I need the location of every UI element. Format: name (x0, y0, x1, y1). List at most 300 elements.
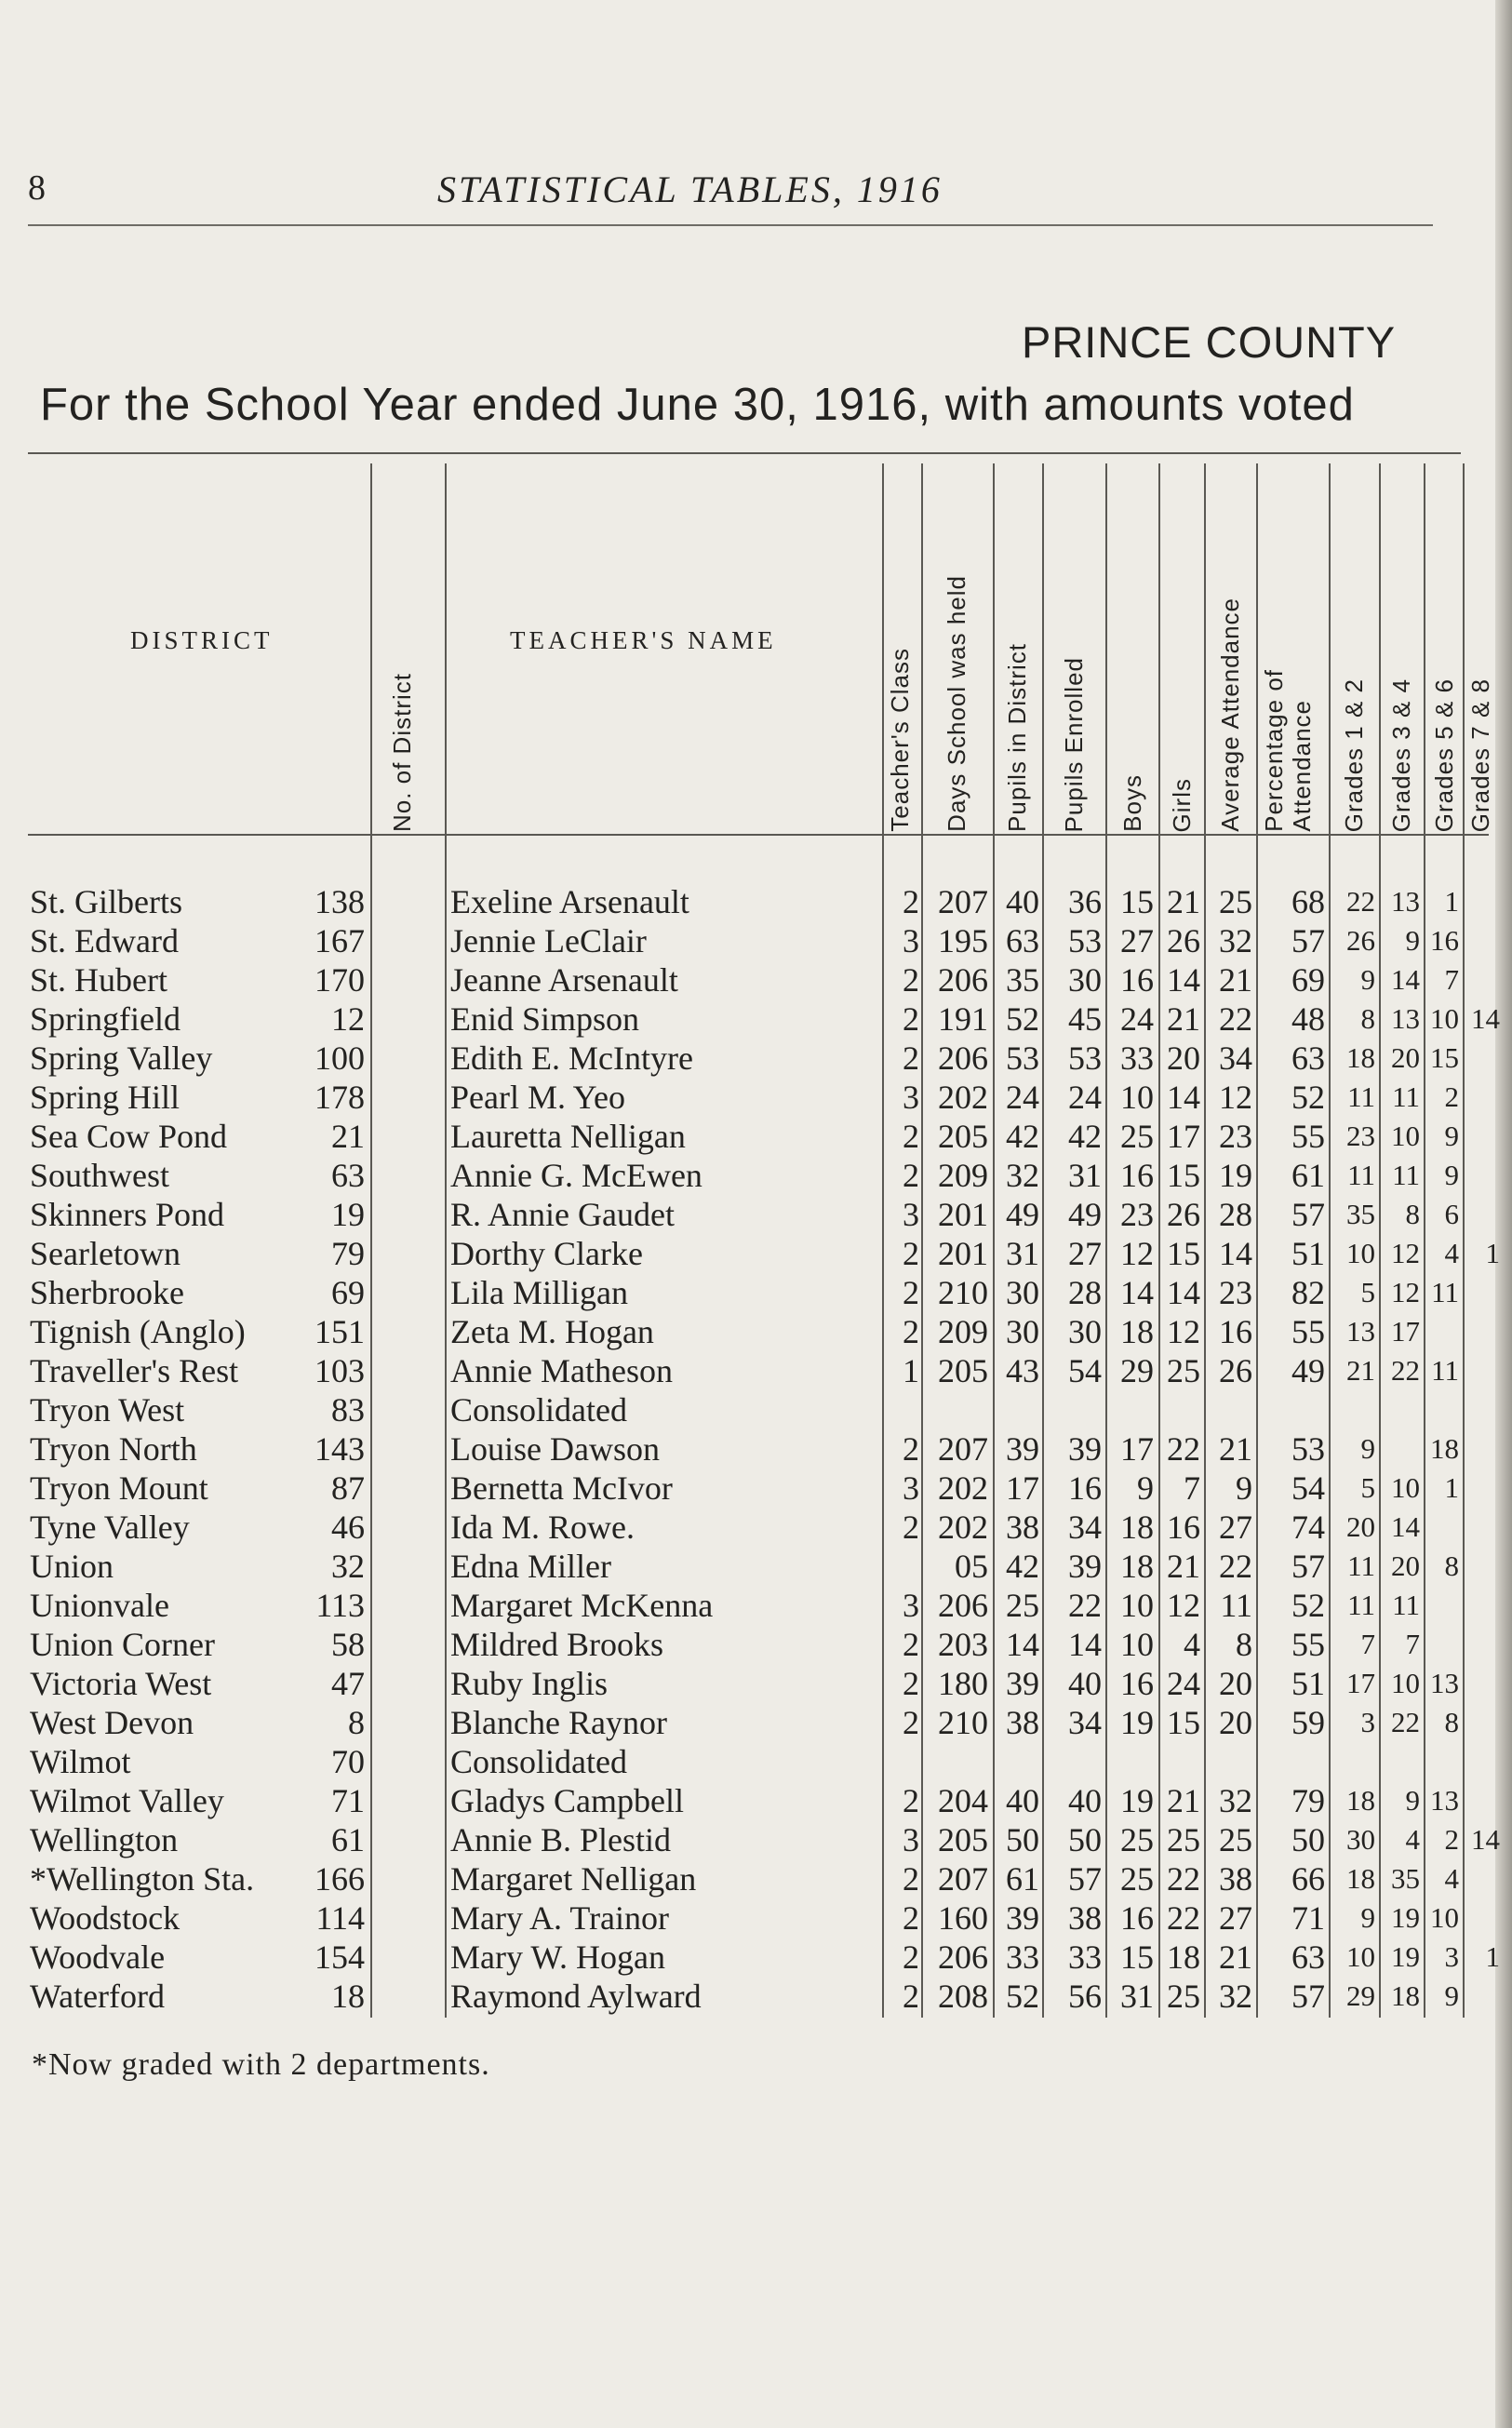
grades-5-6-cell: 1 (1444, 885, 1459, 918)
header-grades-1-2: Grades 1 & 2 (1340, 677, 1368, 832)
teacher-class-cell: 2 (903, 1509, 919, 1546)
days-held-cell: 206 (938, 1040, 988, 1077)
teacher-class-cell: 3 (903, 1469, 919, 1507)
average-attendance-cell: 22 (1219, 1000, 1252, 1038)
percentage-attendance-cell: 57 (1291, 1978, 1325, 2015)
table-row (0, 960, 1489, 999)
girls-cell: 26 (1167, 922, 1200, 959)
header-teachers-class: Teacher's Class (886, 648, 914, 832)
grades-1-2-cell: 9 (1360, 963, 1375, 996)
footnote: *Now graded with 2 departments. (32, 2047, 490, 2082)
teacher-name-cell: Zeta M. Hogan (450, 1313, 654, 1350)
girls-cell: 22 (1167, 1430, 1200, 1468)
table-row (0, 1742, 1489, 1781)
days-held-cell: 203 (938, 1626, 988, 1663)
table-row (0, 1078, 1489, 1117)
teacher-name-cell: Margaret Nelligan (450, 1860, 697, 1898)
county-title: PRINCE COUNTY (1022, 317, 1397, 367)
pupils-enrolled-cell: 56 (1068, 1978, 1102, 2015)
teacher-class-cell: 2 (903, 1430, 919, 1468)
header-bottom-rule (28, 834, 1489, 836)
grades-3-4-cell: 11 (1392, 1159, 1420, 1191)
teacher-name-cell: Raymond Aylward (450, 1978, 702, 2015)
days-held-cell: 206 (938, 1938, 988, 1976)
girls-cell: 15 (1167, 1235, 1200, 1272)
percentage-attendance-cell: 71 (1291, 1899, 1325, 1937)
district-number-cell: 61 (331, 1821, 365, 1858)
pupils-enrolled-cell: 42 (1068, 1118, 1102, 1155)
boys-cell: 23 (1120, 1196, 1154, 1233)
percentage-attendance-cell: 82 (1291, 1274, 1325, 1311)
girls-cell: 25 (1167, 1978, 1200, 2015)
district-number-cell: 154 (314, 1938, 365, 1976)
days-held-cell: 208 (938, 1978, 988, 2015)
header-no-of-district: No. of District (388, 672, 416, 832)
girls-cell: 12 (1167, 1313, 1200, 1350)
grades-1-2-cell: 9 (1360, 1901, 1375, 1934)
percentage-attendance-cell: 57 (1291, 1196, 1325, 1233)
grades-3-4-cell: 13 (1391, 885, 1420, 918)
table-row (0, 882, 1489, 921)
girls-cell: 21 (1167, 1548, 1200, 1585)
percentage-attendance-cell: 55 (1291, 1313, 1325, 1350)
days-held-cell: 210 (938, 1274, 988, 1311)
district-cell: Spring Hill (30, 1079, 181, 1116)
table-row (0, 1273, 1489, 1312)
grades-5-6-cell: 6 (1444, 1198, 1459, 1230)
teacher-name-cell: Bernetta McIvor (450, 1469, 673, 1507)
grades-1-2-cell: 26 (1346, 924, 1375, 957)
grades-1-2-cell: 23 (1346, 1120, 1375, 1152)
table-row (0, 1898, 1489, 1938)
grades-7-8-cell: 1 (1485, 1940, 1500, 1973)
pupils-in-district-cell: 39 (1006, 1899, 1039, 1937)
district-cell: Woodvale (30, 1938, 166, 1976)
pupils-in-district-cell: 63 (1006, 922, 1039, 959)
teacher-name-cell: Annie B. Plestid (450, 1821, 672, 1858)
pupils-in-district-cell: 30 (1006, 1274, 1039, 1311)
percentage-attendance-cell: 63 (1291, 1040, 1325, 1077)
teacher-class-cell: 2 (903, 883, 919, 920)
pupils-enrolled-cell: 34 (1068, 1509, 1102, 1546)
district-cell: Springfield (30, 1000, 181, 1038)
teacher-class-cell: 2 (903, 1978, 919, 2015)
grades-1-2-cell: 10 (1346, 1237, 1375, 1269)
grades-7-8-cell: 14 (1471, 1002, 1500, 1035)
percentage-attendance-cell: 55 (1291, 1626, 1325, 1663)
teacher-class-cell: 3 (903, 1079, 919, 1116)
teacher-class-cell: 2 (903, 1235, 919, 1272)
teacher-class-cell: 3 (903, 1196, 919, 1233)
pupils-enrolled-cell: 24 (1068, 1079, 1102, 1116)
percentage-attendance-cell: 49 (1291, 1352, 1325, 1389)
pupils-in-district-cell: 17 (1006, 1469, 1039, 1507)
grades-3-4-cell: 10 (1391, 1667, 1420, 1699)
pupils-enrolled-cell: 39 (1068, 1430, 1102, 1468)
girls-cell: 25 (1167, 1821, 1200, 1858)
grades-5-6-cell: 9 (1444, 1979, 1459, 2012)
girls-cell: 21 (1167, 883, 1200, 920)
pupils-in-district-cell: 38 (1006, 1509, 1039, 1546)
teacher-class-cell: 2 (903, 1782, 919, 1819)
pupils-enrolled-cell: 34 (1068, 1704, 1102, 1741)
pupils-enrolled-cell: 16 (1068, 1469, 1102, 1507)
pupils-in-district-cell: 24 (1006, 1079, 1039, 1116)
average-attendance-cell: 23 (1219, 1118, 1252, 1155)
boys-cell: 33 (1120, 1040, 1154, 1077)
header-percentage-line-2: Attendance (1288, 700, 1316, 832)
grades-7-8-cell: 14 (1471, 1823, 1500, 1856)
pupils-in-district-cell: 33 (1006, 1938, 1039, 1976)
boys-cell: 12 (1120, 1235, 1154, 1272)
district-number-cell: 170 (314, 961, 365, 999)
pupils-enrolled-cell: 57 (1068, 1860, 1102, 1898)
girls-cell: 24 (1167, 1665, 1200, 1702)
girls-cell: 25 (1167, 1352, 1200, 1389)
district-cell: Sherbrooke (30, 1274, 184, 1311)
grades-5-6-cell: 8 (1444, 1706, 1459, 1738)
table-row (0, 1977, 1489, 2016)
teacher-name-cell: Gladys Campbell (450, 1782, 684, 1819)
district-cell: Tyne Valley (30, 1509, 190, 1546)
grades-5-6-cell: 1 (1444, 1471, 1459, 1504)
pupils-enrolled-cell: 50 (1068, 1821, 1102, 1858)
district-number-cell: 178 (314, 1079, 365, 1116)
teacher-name-cell: Dorthy Clarke (450, 1235, 643, 1272)
grades-5-6-cell: 7 (1444, 963, 1459, 996)
pupils-in-district-cell: 39 (1006, 1430, 1039, 1468)
pupils-enrolled-cell: 40 (1068, 1665, 1102, 1702)
table-row (0, 1938, 1500, 1977)
days-held-cell: 201 (938, 1235, 988, 1272)
district-cell: Spring Valley (30, 1040, 213, 1077)
days-held-cell: 207 (938, 1860, 988, 1898)
grades-5-6-cell: 11 (1431, 1354, 1459, 1387)
pupils-enrolled-cell: 40 (1068, 1782, 1102, 1819)
average-attendance-cell: 32 (1219, 1782, 1252, 1819)
table-row (0, 1195, 1489, 1234)
grades-3-4-cell: 10 (1391, 1120, 1420, 1152)
boys-cell: 18 (1120, 1548, 1154, 1585)
header-rule (28, 224, 1433, 226)
grades-1-2-cell: 17 (1346, 1667, 1375, 1699)
days-held-cell: 210 (938, 1704, 988, 1741)
teacher-class-cell: 2 (903, 961, 919, 999)
girls-cell: 15 (1167, 1704, 1200, 1741)
district-number-cell: 58 (331, 1626, 365, 1663)
header-percentage-line-1: Percentage of (1260, 669, 1288, 832)
district-number-cell: 100 (314, 1040, 365, 1077)
average-attendance-cell: 21 (1219, 1938, 1252, 1976)
table-row (0, 1390, 1489, 1429)
grades-5-6-cell: 9 (1444, 1159, 1459, 1191)
days-held-cell: 180 (938, 1665, 988, 1702)
grades-1-2-cell: 13 (1346, 1315, 1375, 1348)
grades-1-2-cell: 10 (1346, 1940, 1375, 1973)
percentage-attendance-cell: 63 (1291, 1938, 1325, 1976)
district-cell: Traveller's Rest (30, 1352, 239, 1389)
boys-cell: 25 (1120, 1860, 1154, 1898)
days-held-cell: 202 (938, 1469, 988, 1507)
header-pupils-in-district: Pupils in District (1003, 643, 1031, 832)
header-days-held: Days School was held (943, 575, 970, 832)
pupils-enrolled-cell: 53 (1068, 1040, 1102, 1077)
pupils-in-district-cell: 49 (1006, 1196, 1039, 1233)
boys-cell: 18 (1120, 1509, 1154, 1546)
pupils-enrolled-cell: 49 (1068, 1196, 1102, 1233)
boys-cell: 15 (1120, 1938, 1154, 1976)
district-cell: Searletown (30, 1235, 181, 1272)
grades-1-2-cell: 20 (1346, 1510, 1375, 1543)
pupils-in-district-cell: 38 (1006, 1704, 1039, 1741)
grades-5-6-cell: 4 (1444, 1237, 1459, 1269)
district-number-cell: 46 (331, 1509, 365, 1546)
boys-cell: 9 (1137, 1469, 1154, 1507)
table-row (0, 1859, 1489, 1898)
girls-cell: 16 (1167, 1509, 1200, 1546)
teacher-class-cell: 2 (903, 1899, 919, 1937)
teacher-name-cell: Enid Simpson (450, 1000, 640, 1038)
pupils-enrolled-cell: 45 (1068, 1000, 1102, 1038)
pupils-in-district-cell: 52 (1006, 1978, 1039, 2015)
grades-5-6-cell: 15 (1430, 1041, 1459, 1074)
grades-3-4-cell: 9 (1405, 924, 1420, 957)
grades-1-2-cell: 11 (1347, 1159, 1375, 1191)
district-cell: *Wellington Sta. (30, 1860, 255, 1898)
average-attendance-cell: 34 (1219, 1040, 1252, 1077)
girls-cell: 22 (1167, 1899, 1200, 1937)
table-row (0, 921, 1489, 960)
pupils-enrolled-cell: 27 (1068, 1235, 1102, 1272)
boys-cell: 24 (1120, 1000, 1154, 1038)
teacher-name-cell: Margaret McKenna (450, 1587, 714, 1624)
table-row (0, 1429, 1489, 1469)
district-number-cell: 8 (348, 1704, 365, 1741)
grades-5-6-cell: 18 (1430, 1432, 1459, 1465)
district-cell: Sea Cow Pond (30, 1118, 228, 1155)
teacher-class-cell: 3 (903, 1821, 919, 1858)
grades-1-2-cell: 5 (1360, 1471, 1375, 1504)
teacher-class-cell: 2 (903, 1860, 919, 1898)
teacher-name-cell: Consolidated (450, 1743, 627, 1780)
teacher-name-cell: Ruby Inglis (450, 1665, 609, 1702)
boys-cell: 16 (1120, 1899, 1154, 1937)
girls-cell: 7 (1184, 1469, 1200, 1507)
teacher-name-cell: Lila Milligan (450, 1274, 628, 1311)
grades-1-2-cell: 3 (1360, 1706, 1375, 1738)
grades-1-2-cell: 8 (1360, 1002, 1375, 1035)
percentage-attendance-cell: 57 (1291, 922, 1325, 959)
table-row (0, 1312, 1489, 1351)
teacher-name-cell: R. Annie Gaudet (450, 1196, 675, 1233)
days-held-cell: 205 (938, 1352, 988, 1389)
teacher-class-cell: 2 (903, 1704, 919, 1741)
district-cell: Waterford (30, 1978, 166, 2015)
grades-1-2-cell: 30 (1346, 1823, 1375, 1856)
table-row (0, 1586, 1489, 1625)
table-row (0, 1781, 1489, 1820)
teacher-name-cell: Mary W. Hogan (450, 1938, 665, 1976)
grades-3-4-cell: 14 (1391, 1510, 1420, 1543)
average-attendance-cell: 11 (1220, 1587, 1252, 1624)
grades-3-4-cell: 19 (1391, 1901, 1420, 1934)
district-cell: Victoria West (30, 1665, 212, 1702)
teacher-class-cell: 2 (903, 1157, 919, 1194)
district-number-cell: 71 (331, 1782, 365, 1819)
teacher-name-cell: Edith E. McIntyre (450, 1040, 693, 1077)
days-held-cell: 05 (955, 1548, 988, 1585)
days-held-cell: 205 (938, 1118, 988, 1155)
boys-cell: 25 (1120, 1821, 1154, 1858)
girls-cell: 14 (1167, 961, 1200, 999)
girls-cell: 4 (1184, 1626, 1200, 1663)
grades-3-4-cell: 22 (1391, 1354, 1420, 1387)
grades-1-2-cell: 11 (1347, 1589, 1375, 1621)
teacher-name-cell: Jennie LeClair (450, 922, 647, 959)
boys-cell: 17 (1120, 1430, 1154, 1468)
table-row (0, 1351, 1489, 1390)
average-attendance-cell: 14 (1219, 1235, 1252, 1272)
teacher-class-cell: 2 (903, 1313, 919, 1350)
pupils-in-district-cell: 35 (1006, 961, 1039, 999)
grades-3-4-cell: 10 (1391, 1471, 1420, 1504)
teacher-class-cell: 2 (903, 1274, 919, 1311)
average-attendance-cell: 32 (1219, 922, 1252, 959)
days-held-cell: 206 (938, 1587, 988, 1624)
pupils-in-district-cell: 61 (1006, 1860, 1039, 1898)
district-cell: Woodstock (30, 1899, 181, 1937)
teacher-class-cell: 2 (903, 1040, 919, 1077)
average-attendance-cell: 12 (1219, 1079, 1252, 1116)
pupils-in-district-cell: 31 (1006, 1235, 1039, 1272)
header-grades-5-6: Grades 5 & 6 (1430, 677, 1458, 832)
grades-1-2-cell: 9 (1360, 1432, 1375, 1465)
days-held-cell: 195 (938, 922, 988, 959)
percentage-attendance-cell: 48 (1291, 1000, 1325, 1038)
average-attendance-cell: 8 (1236, 1626, 1252, 1663)
grades-3-4-cell: 20 (1391, 1041, 1420, 1074)
district-cell: St. Hubert (30, 961, 167, 999)
pupils-in-district-cell: 40 (1006, 1782, 1039, 1819)
district-cell: West Devon (30, 1704, 194, 1741)
table-row (0, 1703, 1489, 1742)
girls-cell: 14 (1167, 1079, 1200, 1116)
header-average-attendance: Average Attendance (1216, 597, 1244, 832)
grades-1-2-cell: 11 (1347, 1549, 1375, 1582)
district-number-cell: 21 (331, 1118, 365, 1155)
boys-cell: 31 (1120, 1978, 1154, 2015)
district-cell: St. Edward (30, 922, 179, 959)
pupils-enrolled-cell: 22 (1068, 1587, 1102, 1624)
pupils-enrolled-cell: 53 (1068, 922, 1102, 959)
grades-1-2-cell: 11 (1347, 1080, 1375, 1113)
grades-1-2-cell: 21 (1346, 1354, 1375, 1387)
table-row (0, 1039, 1489, 1078)
teacher-class-cell: 2 (903, 1000, 919, 1038)
district-number-cell: 114 (315, 1899, 365, 1937)
grades-3-4-cell: 14 (1391, 963, 1420, 996)
grades-5-6-cell: 10 (1430, 1002, 1459, 1035)
district-cell: Southwest (30, 1157, 170, 1194)
grades-1-2-cell: 7 (1360, 1628, 1375, 1660)
table-row (0, 1469, 1489, 1508)
district-number-cell: 87 (331, 1469, 365, 1507)
header-pupils-enrolled: Pupils Enrolled (1060, 656, 1088, 832)
girls-cell: 17 (1167, 1118, 1200, 1155)
teacher-class-cell: 2 (903, 1626, 919, 1663)
pupils-in-district-cell: 14 (1006, 1626, 1039, 1663)
days-held-cell: 201 (938, 1196, 988, 1233)
pupils-in-district-cell: 39 (1006, 1665, 1039, 1702)
average-attendance-cell: 27 (1219, 1509, 1252, 1546)
pupils-enrolled-cell: 54 (1068, 1352, 1102, 1389)
teacher-name-cell: Pearl M. Yeo (450, 1079, 626, 1116)
table-row (0, 1156, 1489, 1195)
teacher-name-cell: Louise Dawson (450, 1430, 660, 1468)
average-attendance-cell: 9 (1236, 1469, 1252, 1507)
teacher-name-cell: Jeanne Arsenault (450, 961, 678, 999)
teacher-class-cell: 2 (903, 1665, 919, 1702)
pupils-in-district-cell: 32 (1006, 1157, 1039, 1194)
average-attendance-cell: 25 (1219, 1821, 1252, 1858)
grades-5-6-cell: 10 (1430, 1901, 1459, 1934)
table-row (0, 1234, 1500, 1273)
days-held-cell: 206 (938, 961, 988, 999)
district-cell: Tignish (Anglo) (30, 1313, 246, 1350)
page-edge (1495, 0, 1512, 2428)
teacher-name-cell: Lauretta Nelligan (450, 1118, 686, 1155)
days-held-cell: 204 (938, 1782, 988, 1819)
girls-cell: 18 (1167, 1938, 1200, 1976)
district-cell: Wilmot (30, 1743, 131, 1780)
teacher-name-cell: Mildred Brooks (450, 1626, 663, 1663)
boys-cell: 10 (1120, 1079, 1154, 1116)
pupils-enrolled-cell: 30 (1068, 961, 1102, 999)
teacher-name-cell: Exeline Arsenault (450, 883, 689, 920)
header-boys: Boys (1118, 774, 1146, 832)
district-number-cell: 70 (331, 1743, 365, 1780)
percentage-attendance-cell: 68 (1291, 883, 1325, 920)
average-attendance-cell: 16 (1219, 1313, 1252, 1350)
grades-1-2-cell: 29 (1346, 1979, 1375, 2012)
district-number-cell: 113 (315, 1587, 365, 1624)
grades-3-4-cell: 9 (1405, 1784, 1420, 1817)
grades-5-6-cell: 8 (1444, 1549, 1459, 1582)
grades-3-4-cell: 20 (1391, 1549, 1420, 1582)
pupils-in-district-cell: 40 (1006, 883, 1039, 920)
pupils-enrolled-cell: 30 (1068, 1313, 1102, 1350)
boys-cell: 10 (1120, 1626, 1154, 1663)
boys-cell: 16 (1120, 1157, 1154, 1194)
teacher-name-cell: Blanche Raynor (450, 1704, 667, 1741)
pupils-enrolled-cell: 33 (1068, 1938, 1102, 1976)
header-grades-7-8: Grades 7 & 8 (1466, 677, 1494, 832)
table-row (0, 1625, 1489, 1664)
average-attendance-cell: 19 (1219, 1157, 1252, 1194)
grades-5-6-cell: 13 (1430, 1667, 1459, 1699)
girls-cell: 22 (1167, 1860, 1200, 1898)
girls-cell: 21 (1167, 1000, 1200, 1038)
grades-7-8-cell: 1 (1485, 1237, 1500, 1269)
grades-1-2-cell: 5 (1360, 1276, 1375, 1308)
district-cell: Unionvale (30, 1587, 169, 1624)
average-attendance-cell: 20 (1219, 1704, 1252, 1741)
pupils-in-district-cell: 50 (1006, 1821, 1039, 1858)
teacher-class-cell: 1 (903, 1352, 919, 1389)
district-number-cell: 103 (314, 1352, 365, 1389)
boys-cell: 27 (1120, 922, 1154, 959)
district-number-cell: 83 (331, 1391, 365, 1429)
